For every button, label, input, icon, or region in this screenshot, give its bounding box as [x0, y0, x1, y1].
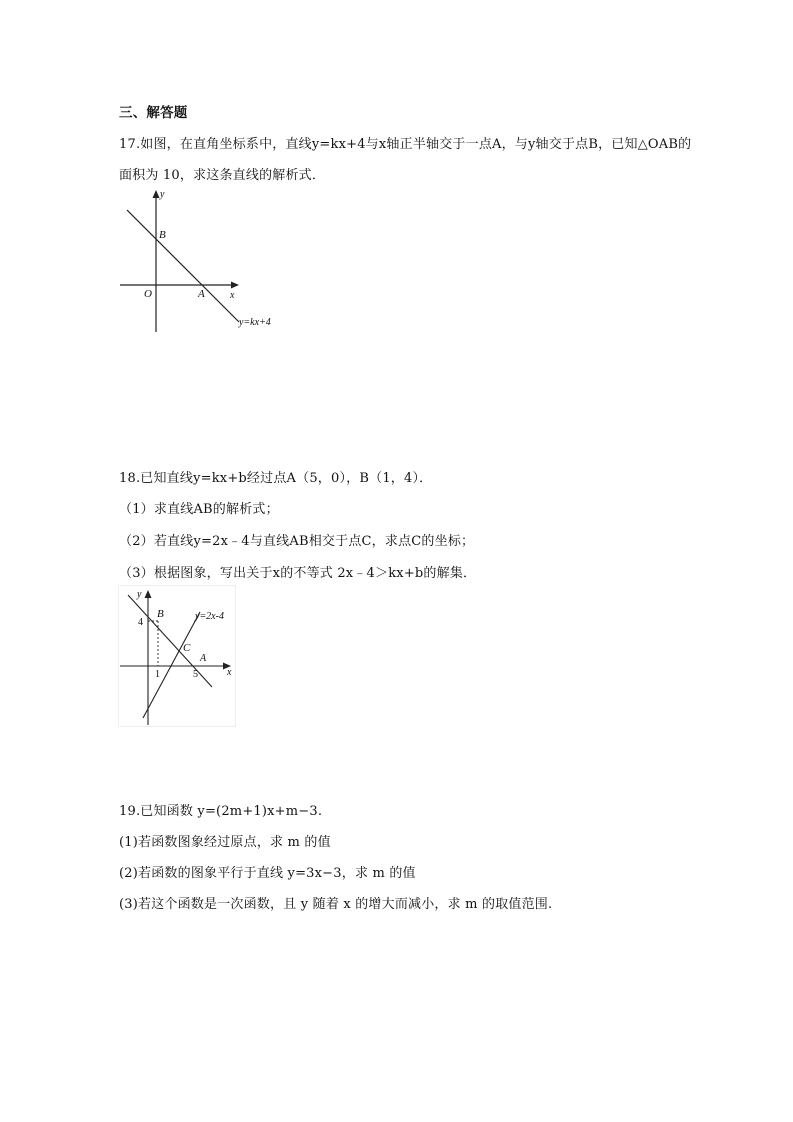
- q17-y-arrow-icon: [153, 190, 160, 198]
- q18-figure: [118, 585, 236, 727]
- q18-graph: [118, 585, 236, 727]
- q19-part1: (1)若函数图象经过原点，求 m 的值: [119, 835, 331, 850]
- q17-line1: 17.如图，在直角坐标系中，直线y=kx+4与x轴正半轴交于一点A，与y轴交于点B，已知△OAB的: [119, 137, 692, 152]
- q18-label-y: y: [137, 589, 142, 600]
- q19-part3: (3)若这个函数是一次函数，且 y 随着 x 的增大而减小，求 m 的取值范围.: [119, 897, 553, 912]
- q18-label-a: A: [200, 653, 207, 664]
- q17-label-o: O: [144, 288, 152, 300]
- q18-y-arrow-icon: [145, 590, 152, 598]
- q17-x-arrow-icon: [231, 282, 239, 289]
- q18-line-ab: [128, 595, 212, 687]
- q17-label-line: y=kx+4: [239, 317, 271, 328]
- q17-label-y: y: [160, 189, 165, 200]
- q18-tick-y4: 4: [138, 617, 143, 628]
- q19-line1: 19.已知函数 y=(2m+1)x+m−3.: [119, 804, 323, 819]
- q17-figure: [115, 185, 285, 335]
- q17-label-a: A: [198, 288, 205, 300]
- q18-part2: （2）若直线y=2x﹣4与直线AB相交于点C，求点C的坐标；: [119, 534, 475, 549]
- q18-part1: （1）求直线AB的解析式；: [119, 502, 279, 517]
- q18-label-b: B: [157, 608, 164, 620]
- q17-label-x: x: [230, 290, 235, 301]
- q17-line-kx4: [127, 210, 239, 322]
- section-title: 三、解答题: [119, 105, 188, 121]
- q18-label-x: x: [227, 667, 232, 678]
- q17-line2: 面积为 10，求这条直线的解析式．: [119, 168, 326, 183]
- q18-label-c: C: [183, 642, 191, 654]
- q18-tick-x1: 1: [155, 669, 160, 680]
- q19-part2: (2)若函数的图象平行于直线 y=3x−3，求 m 的值: [119, 866, 416, 881]
- q18-part3: （3）根据图象，写出关于x的不等式 2x﹣4＞kx+b的解集．: [119, 566, 477, 581]
- q18-label-line: y=2x-4: [195, 611, 224, 622]
- q18-line1: 18.已知直线y=kx+b经过点A（5，0），B（1，4）．: [119, 471, 433, 486]
- q18-tick-x5: 5: [193, 669, 198, 680]
- q17-label-b: B: [159, 229, 166, 241]
- q17-graph: [115, 185, 285, 335]
